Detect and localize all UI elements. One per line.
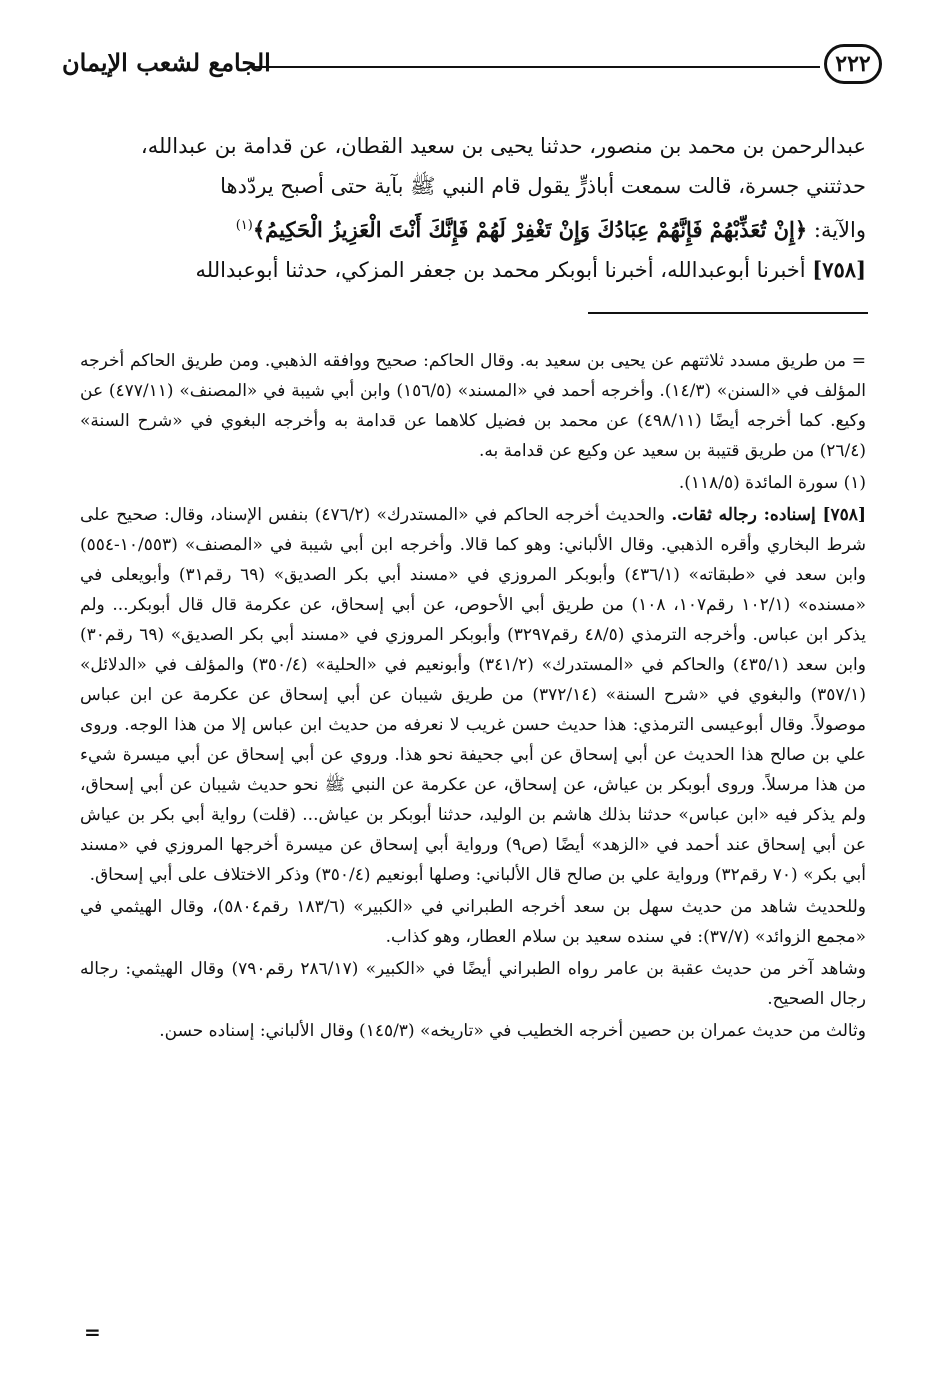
body-line: عبدالرحمن بن محمد بن منصور، حدثنا يحيى بن سعيد القطان، عن قدامة بن عبدالله، bbox=[140, 134, 866, 158]
footnote-witness-2: وشاهد آخر من حديث عقبة بن عامر رواه الطبراني أيضًا في «الكبير» (٢٨٦/١٧ رقم٧٩٠) وقال الهيثمي: رجاله رجال الصحيح. bbox=[80, 959, 866, 1009]
page-header bbox=[62, 44, 882, 104]
body-line: حدثتني جسرة، قالت سمعت أباذرٍّ يقول قام النبي ﷺ بآية حتى أصبح يردّدها bbox=[220, 174, 866, 198]
footnote-separator bbox=[588, 312, 868, 314]
footnotes bbox=[80, 346, 866, 1048]
quran-verse: ﴿إِنْ تُعَذِّبْهُمْ فَإِنَّهُمْ عِبَادُكَ وَإِنْ تَغْفِرْ لَهُمْ فَإِنَّكَ أَنْتَ الْعَزِيزُ الْحَكِيمُ﴾ bbox=[252, 217, 808, 242]
footnote-758 bbox=[80, 500, 866, 890]
hadith-chain: أخبرنا أبوعبدالله، أخبرنا أبوبكر محمد بن جعفر المزكي، حدثنا أبوعبدالله bbox=[195, 258, 806, 282]
footnote-ref: (١) bbox=[235, 218, 253, 233]
footnote-758-text: والحديث أخرجه الحاكم في «المستدرك» (٤٧٦/٢) بنفس الإسناد، وقال: صحيح على شرط البخاري وأقره الذهبي. وقال الألباني: وهو كما قالا. وأخرجه ابن أبي شيبة في «المصنف» (١٠/٥٥٣-٥٥٤) وابن سعد في «طبقاته» (٤٣٦/١) وأبوبكر المروزي في «مسند أبي بكر الصديق» (٦٩ رقم٣١) وأبويعلى في «مسنده» (١٠٢/١ رقم١٠٧، ١٠٨) من طريق أبي الأحوص، عن أبي إسحاق، عن عكرمة قال قال أبوبكر... ولم يذكر ابن عباس. وأخرجه الترمذي (٤٨/٥ رقم٣٢٩٧) وأبوبكر المروزي في «مسند أبي بكر الصديق» (٦٩ رقم٣٠) وابن سعد (٤٣٥/١) والحاكم في «المستدرك» (٣٤١/٢) وأبونعيم في «الحلية» (٣٥٠/٤) والمؤلف في «الدلائل» (٣٥٧/١) والبغوي في «شرح السنة» (٣٧٢/١٤) من طريق شيبان عن أبي إسحاق عن عكرمة عن ابن عباس موصولاً. وقال أبوعيسى الترمذي: هذا حديث حسن غريب لا نعرفه من حديث ابن عباس إلا من هذا الوجه. وروى علي بن صالح هذا الحديث عن أبي إسحاق عن أبي جحيفة نحو هذا. وروي عن أبي إسحاق عن أبي ميسرة شيء من هذا مرسلاً. وروى أبوبكر بن عياش، عن إسحاق، عن عكرمة عن النبي ﷺ نحو حديث شيبان عن أبي إسحاق، ولم يذكر فيه «ابن عباس» حدثنا بذلك هاشم بن الوليد، حدثنا أبوبكر بن عياش... (قلت) رواية أبي بكر بن عياش عن أبي إسحاق عند أحمد في «الزهد» أيضًا (ص٩) ورواية أبي إسحاق عن ميسرة أخرجها المروزي في «مسند أبي بكر» (٧٠ رقم٣٢) ورواية علي بن صالح قال الألباني: وصلها أبونعيم (٣٥٠/٤) وذكر الاختلاف على أبي إسحاق. bbox=[80, 505, 867, 885]
book-title: الجامع لشعب الإيمان bbox=[62, 48, 271, 77]
footnote-witness-3: وثالث من حديث عمران بن حصين أخرجه الخطيب في «تاريخه» (١٤٥/٣) وقال الألباني: إسناده حسن. bbox=[159, 1021, 866, 1041]
hadith-number: [٧٥٨] bbox=[812, 257, 866, 282]
footnote-758-label: [٧٥٨] إسناده: رجاله ثقات. bbox=[671, 505, 866, 525]
footnote-continuation: = من طريق مسدد ثلاثتهم عن يحيى بن سعيد به. وقال الحاكم: صحيح ووافقه الذهبي. ومن طريق الحاكم أخرجه المؤلف في «السنن» (١٤/٣). وأخرجه أحمد في «المسند» (١٥٦/٥) وابن أبي شيبة في «المصنف» (٤٧٧/١١) عن وكيع. كما أخرجه أيضًا (٤٩٨/١١) عن محمد بن فضيل كلاهما عن قدامة به وأخرجه البغوي في «شرح السنة» (٢٦/٤) من طريق قتيبة بن سعيد عن وكيع عن قدامة به. bbox=[80, 351, 867, 461]
header-rule bbox=[252, 66, 820, 68]
body-line-hadith bbox=[78, 250, 866, 290]
footnote-1: (١) سورة المائدة (١١٨/٥). bbox=[678, 473, 866, 493]
footnote-witness-1: وللحديث شاهد من حديث سهل بن سعد أخرجه الطبراني في «الكبير» (١٨٣/٦ رقم٥٨٠٤)، وقال الهيثمي في «مجمع الزوائد» (٣٧/٧): في سنده سعيد بن سلام العطار، وهو كذاب. bbox=[80, 897, 866, 947]
verse-intro: والآية: bbox=[807, 218, 866, 242]
continuation-mark: = bbox=[84, 1320, 101, 1344]
body-line-verse bbox=[78, 206, 866, 250]
main-text bbox=[78, 126, 866, 290]
page-number: ٢٢٢ bbox=[824, 44, 882, 84]
